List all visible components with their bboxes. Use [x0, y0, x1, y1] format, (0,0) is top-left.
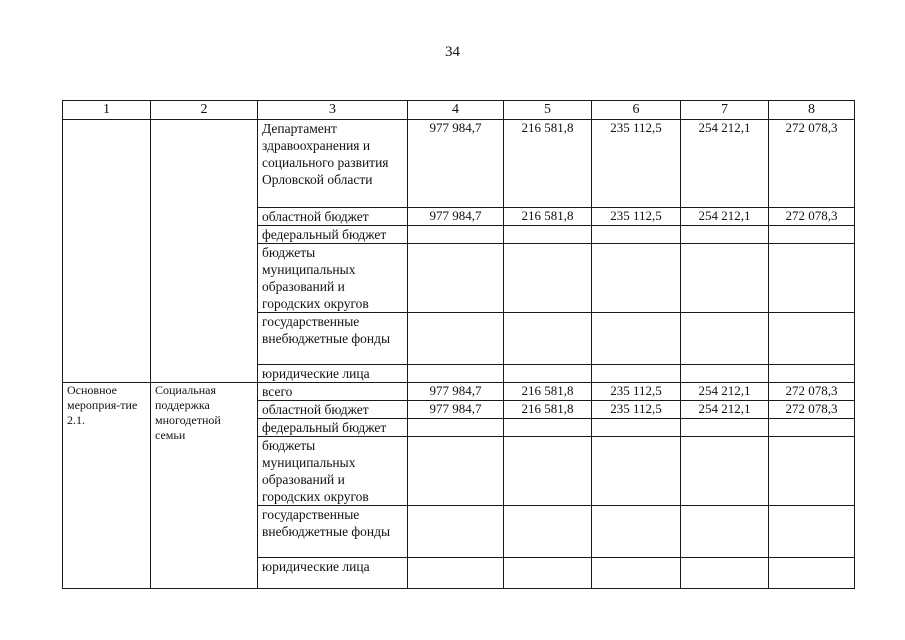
value-cell [408, 506, 504, 558]
value-cell [681, 313, 769, 365]
value-cell: 254 212,1 [681, 383, 769, 401]
value-cell [681, 419, 769, 437]
header-cell: 6 [592, 101, 681, 120]
value-cell: 977 984,7 [408, 401, 504, 419]
value-cell [408, 437, 504, 506]
value-cell: 977 984,7 [408, 208, 504, 226]
budget-table [62, 100, 855, 589]
source-cell: Департамент здравоохранения и социального развития Орловской области [258, 120, 408, 208]
value-cell [681, 226, 769, 244]
header-cell: 7 [681, 101, 769, 120]
main-measure-cell: Основное мероприя-тие 2.1. [63, 383, 151, 589]
value-cell [504, 437, 592, 506]
value-cell [408, 558, 504, 589]
value-cell: 977 984,7 [408, 120, 504, 208]
value-cell: 977 984,7 [408, 383, 504, 401]
value-cell [592, 313, 681, 365]
value-cell [681, 437, 769, 506]
value-cell [681, 506, 769, 558]
table-row [63, 383, 855, 401]
value-cell: 254 212,1 [681, 208, 769, 226]
value-cell [769, 419, 855, 437]
value-cell: 254 212,1 [681, 120, 769, 208]
header-cell: 3 [258, 101, 408, 120]
value-cell [769, 558, 855, 589]
value-cell: 216 581,8 [504, 401, 592, 419]
source-cell: юридические лица [258, 365, 408, 383]
value-cell [592, 365, 681, 383]
value-cell [769, 313, 855, 365]
value-cell: 216 581,8 [504, 383, 592, 401]
value-cell [504, 506, 592, 558]
value-cell [504, 419, 592, 437]
value-cell: 272 078,3 [769, 208, 855, 226]
source-cell: государственные внебюджетные фонды [258, 506, 408, 558]
block1-description-cell [151, 120, 258, 383]
value-cell [592, 558, 681, 589]
source-cell: федеральный бюджет [258, 226, 408, 244]
value-cell: 216 581,8 [504, 120, 592, 208]
source-cell: юридические лица [258, 558, 408, 589]
value-cell [769, 226, 855, 244]
value-cell [769, 506, 855, 558]
value-cell [408, 313, 504, 365]
value-cell [769, 365, 855, 383]
source-cell: бюджеты муниципальных образований и городских округов [258, 244, 408, 313]
value-cell: 272 078,3 [769, 383, 855, 401]
value-cell [592, 419, 681, 437]
value-cell [592, 226, 681, 244]
value-cell [408, 365, 504, 383]
value-cell: 235 112,5 [592, 383, 681, 401]
value-cell [681, 365, 769, 383]
value-cell [592, 244, 681, 313]
value-cell: 216 581,8 [504, 208, 592, 226]
value-cell [681, 244, 769, 313]
value-cell [504, 226, 592, 244]
value-cell: 235 112,5 [592, 120, 681, 208]
value-cell [592, 437, 681, 506]
table-row [63, 120, 855, 208]
value-cell: 235 112,5 [592, 208, 681, 226]
value-cell: 272 078,3 [769, 120, 855, 208]
source-cell: государственные внебюджетные фонды [258, 313, 408, 365]
value-cell [504, 558, 592, 589]
header-cell: 2 [151, 101, 258, 120]
value-cell: 254 212,1 [681, 401, 769, 419]
value-cell [504, 365, 592, 383]
source-cell: всего [258, 383, 408, 401]
value-cell [592, 506, 681, 558]
source-cell: бюджеты муниципальных образований и городских округов [258, 437, 408, 506]
value-cell [769, 437, 855, 506]
header-cell: 8 [769, 101, 855, 120]
value-cell [408, 226, 504, 244]
value-cell [408, 419, 504, 437]
block1-measure-cell [63, 120, 151, 383]
source-cell: федеральный бюджет [258, 419, 408, 437]
header-cell: 4 [408, 101, 504, 120]
measure-description-cell: Социальная поддержка многодетной семьи [151, 383, 258, 589]
value-cell: 272 078,3 [769, 401, 855, 419]
value-cell [769, 244, 855, 313]
page-number: 34 [445, 44, 460, 60]
value-cell: 235 112,5 [592, 401, 681, 419]
value-cell [504, 313, 592, 365]
header-cell: 5 [504, 101, 592, 120]
value-cell [408, 244, 504, 313]
source-cell: областной бюджет [258, 208, 408, 226]
table-header-row [63, 101, 855, 120]
source-cell: областной бюджет [258, 401, 408, 419]
header-cell: 1 [63, 101, 151, 120]
value-cell [504, 244, 592, 313]
value-cell [681, 558, 769, 589]
